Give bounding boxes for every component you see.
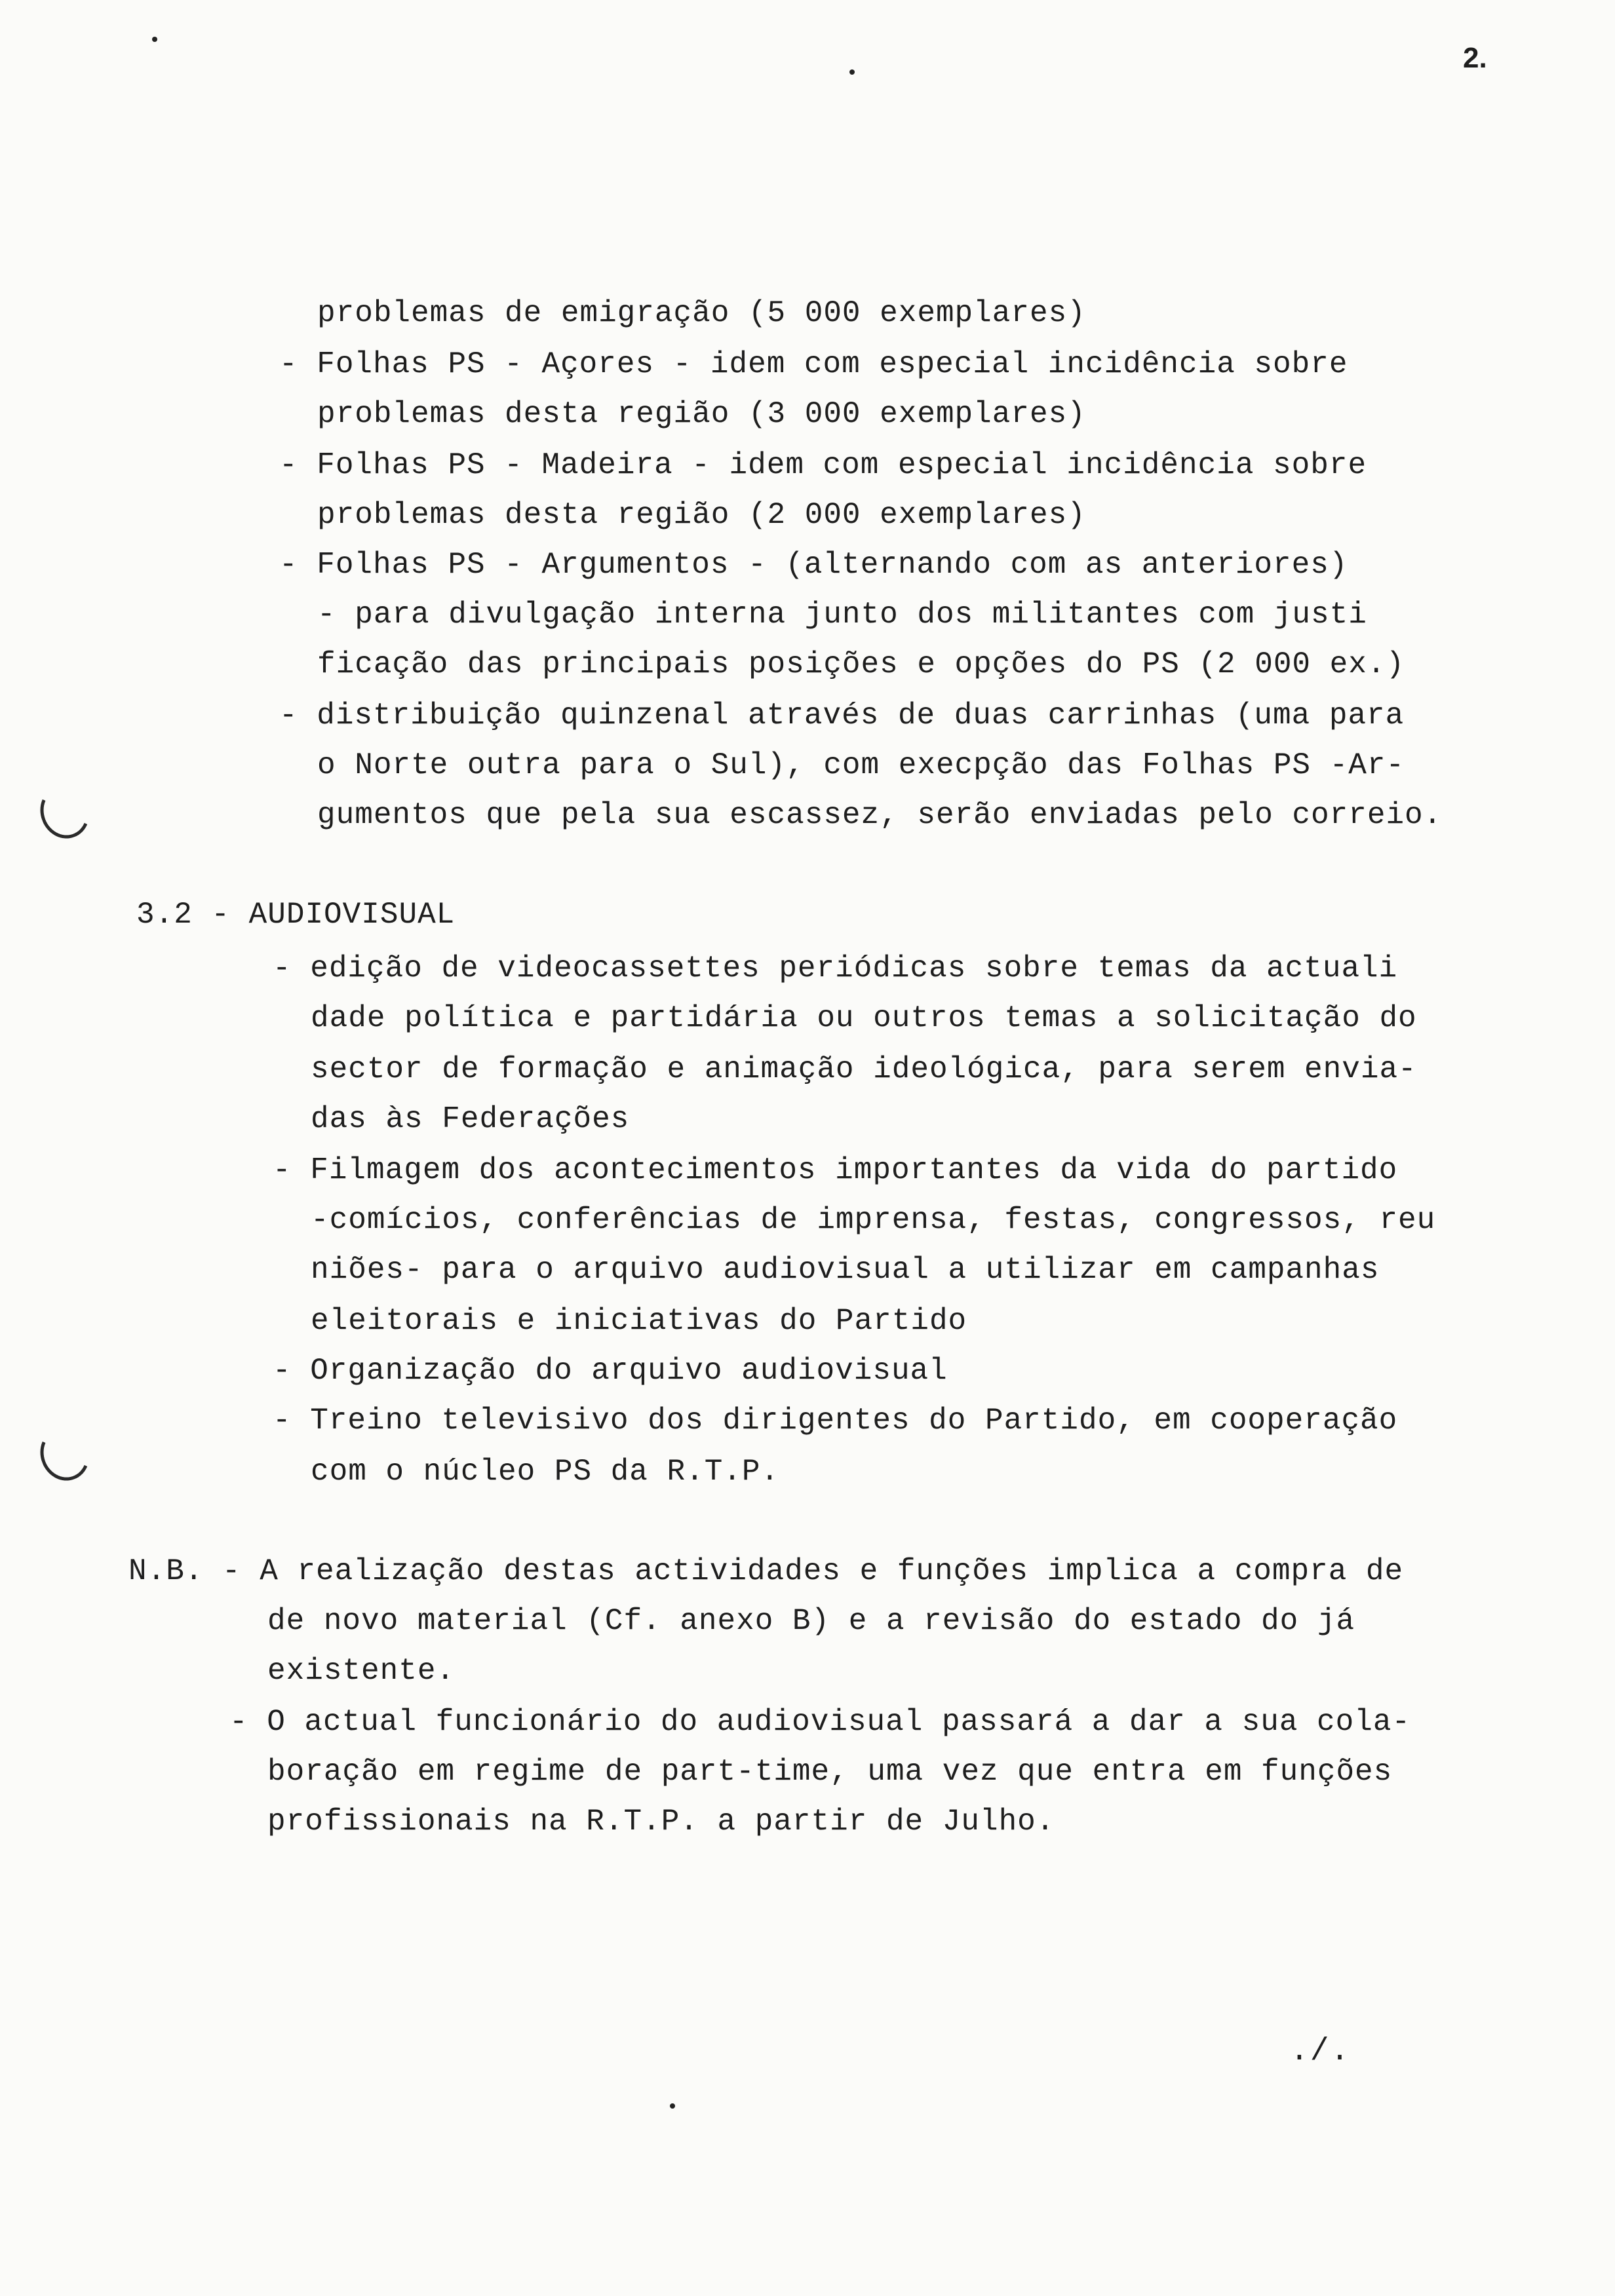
- text-line: ficação das principais posições e opções do PS (2 000 ex.): [317, 647, 1405, 681]
- text-line: - O actual funcionário do audiovisual passará a dar a sua cola-: [229, 1705, 1411, 1739]
- text-line: com o núcleo PS da R.T.P.: [311, 1455, 780, 1489]
- text-line: eleitorais e iniciativas do Partido: [311, 1304, 967, 1338]
- text-line: sector de formação e animação ideológica, para serem envia-: [311, 1052, 1417, 1086]
- text-line: dade política e partidária ou outros temas a solicitação do: [311, 1001, 1417, 1035]
- text-line: - Folhas PS - Argumentos - (alternando com as anteriores): [279, 548, 1348, 582]
- text-line: - Folhas PS - Açores - idem com especial incidência sobre: [279, 347, 1348, 381]
- text-line: das às Federações: [311, 1102, 630, 1136]
- text-line: - distribuição quinzenal através de duas carrinhas (uma para: [279, 698, 1405, 733]
- scan-speck: [849, 69, 855, 75]
- text-line: - Treino televisivo dos dirigentes do Partido, em cooperação: [273, 1404, 1398, 1438]
- text-line: problemas desta região (2 000 exemplares): [317, 498, 1086, 532]
- text-line: - Folhas PS - Madeira - idem com especial incidência sobre: [279, 448, 1367, 482]
- text-line: - Organização do arquivo audiovisual: [273, 1354, 948, 1388]
- text-line: - edição de videocassettes periódicas sobre temas da actuali: [273, 951, 1398, 985]
- text-line: N.B. - A realização destas actividades e funções implica a compra de: [128, 1554, 1404, 1588]
- text-line: problemas de emigração (5 000 exemplares): [317, 296, 1086, 330]
- scan-speck: [670, 2103, 675, 2109]
- text-line: - Filmagem dos acontecimentos importantes da vida do partido: [273, 1153, 1398, 1187]
- text-line: de novo material (Cf. anexo B) e a revisão do estado do já: [267, 1604, 1355, 1638]
- text-line: profissionais na R.T.P. a partir de Julho.: [267, 1805, 1055, 1839]
- section-heading: 3.2 - AUDIOVISUAL: [136, 898, 456, 932]
- text-line: - para divulgação interna junto dos militantes com justi: [317, 598, 1367, 632]
- punch-hole-mark: [33, 1421, 97, 1487]
- text-line: gumentos que pela sua escassez, serão enviadas pelo correio.: [317, 798, 1443, 832]
- text-line: o Norte outra para o Sul), com execpção das Folhas PS -Ar-: [317, 748, 1405, 782]
- text-line: boração em regime de part-time, uma vez que entra em funções: [267, 1755, 1393, 1789]
- text-line: niões- para o arquivo audiovisual a utilizar em campanhas: [311, 1253, 1380, 1287]
- scan-speck: [152, 37, 157, 42]
- continuation-mark: ./.: [1290, 2034, 1351, 2069]
- text-line: problemas desta região (3 000 exemplares): [317, 397, 1086, 431]
- page-number: 2.: [1463, 42, 1487, 74]
- punch-hole-mark: [33, 778, 97, 845]
- text-line: existente.: [267, 1654, 456, 1688]
- text-line: -comícios, conferências de imprensa, festas, congressos, reu: [311, 1203, 1436, 1237]
